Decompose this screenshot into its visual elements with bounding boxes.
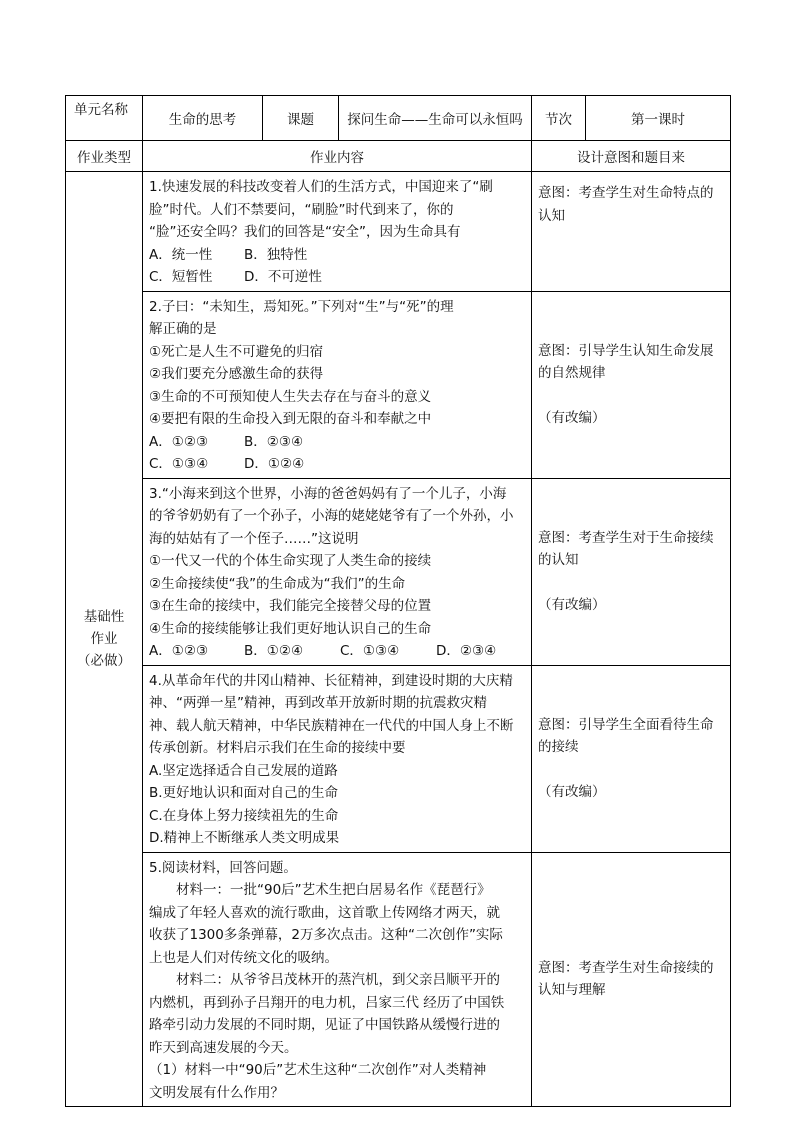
option-line <box>149 640 525 663</box>
design-intent: 意图：考查学生对于生命接续的认知 <box>538 529 714 568</box>
material-1-line: 材料一：一批“90后”艺术生把白居易名作《琵琶行》 <box>176 882 491 898</box>
question-3-content <box>143 478 532 665</box>
question-text-line: ④要把有限的生命投入到无限的奋斗和奉献之中 <box>149 411 432 427</box>
option-line: B.更好地认识和面对自己的生命 <box>149 785 339 801</box>
question-text-line: 4.从革命年代的井冈山精神、长征精神，到建设时期的大庆精 <box>149 672 513 689</box>
question-text-line: ②生命接续使“我”的生命成为“我们”的生命 <box>149 575 406 592</box>
design-source: （有改编） <box>538 784 606 800</box>
question-text-line: 5.阅读材料，回答问题。 <box>149 859 297 876</box>
unit-name-value: 生命的思考 <box>143 96 263 141</box>
question-1-content <box>143 172 532 292</box>
header-row <box>66 96 731 141</box>
option-d: D．不可逆性 <box>244 269 322 285</box>
question-text-line: ①一代又一代的个体生命实现了人类生命的接续 <box>149 553 432 569</box>
option-c: C．①③④ <box>340 643 400 659</box>
question-row-2 <box>66 291 731 478</box>
option-a: A．统一性 <box>149 246 213 263</box>
question-text-line: 的爷爷奶奶有了一个孙子，小海的姥姥姥爷有了一个外孙，小 <box>149 508 514 524</box>
question-text-line: 1.快速发展的科技改变着人们的生活方式，中国迎来了“刷 <box>149 179 493 195</box>
question-text-line: 脸”时代。人们不禁要问，“刷脸”时代到来了，你的 <box>149 201 454 218</box>
material-2-line: 路牵引动力发展的不同时期，见证了中国铁路从缓慢行进的 <box>149 1017 500 1033</box>
question-text-line: 神、“两弹一星”精神，再到改革开放新时期的抗震救灾精 <box>149 695 487 711</box>
design-intent: 意图：引导学生认知生命发展的自然规律 <box>538 342 714 381</box>
question-2-content <box>143 291 532 478</box>
question-text-line: ①死亡是人生不可避免的归宿 <box>149 343 324 360</box>
option-line <box>149 244 525 267</box>
design-source: （有改编） <box>538 597 606 613</box>
question-1-design <box>532 172 731 292</box>
option-c: C．①③④ <box>149 456 209 472</box>
category-line-2: 作业 <box>90 631 118 647</box>
category-line-3: （必做） <box>77 653 131 669</box>
question-5-content <box>143 852 532 1107</box>
question-text-line: 神、载人航天精神，中华民族精神在一代代的中国人身上不断 <box>149 717 514 734</box>
material-1-line: 上也是人们对传统文化的吸纳。 <box>149 949 338 966</box>
option-line <box>149 266 525 289</box>
question-row-5 <box>66 852 731 1107</box>
question-row-3 <box>66 478 731 665</box>
question-text-line: 解正确的是 <box>149 321 217 337</box>
option-line <box>149 431 525 454</box>
option-a: A．①②③ <box>149 433 209 450</box>
question-5-design <box>532 852 731 1107</box>
question-text-line: 传承创新。材料启示我们在生命的接续中要 <box>149 740 406 756</box>
question-text-line: 3.“小海来到这个世界，小海的爸爸妈妈有了一个儿子，小海 <box>149 485 507 502</box>
option-d: D．②③④ <box>436 643 497 659</box>
option-line: A.坚定选择适合自己发展的道路 <box>149 762 338 779</box>
material-1-line: 收获了1300多条弹幕，2万多次点击。这种“二次创作”实际 <box>149 927 503 943</box>
material-2-line: 昨天到高速发展的今天。 <box>149 1039 298 1056</box>
question-text-line: “脸”还安全吗？我们的回答是“安全”，因为生命具有 <box>149 224 461 240</box>
option-line <box>149 453 525 476</box>
period-label: 节次 <box>532 96 586 141</box>
sub-question-line: （1）材料一中“90后”艺术生这种“二次创作”对人类精神 <box>149 1062 487 1078</box>
design-intent: 意图：考查学生对生命特点的认知 <box>538 185 714 224</box>
period-value: 第一课时 <box>586 96 731 141</box>
design-source: （有改编） <box>538 410 606 426</box>
question-text-line: 2.子曰：“未知生，焉知死。”下列对“生”与“死”的理 <box>149 298 454 315</box>
option-b: B．①②④ <box>244 643 304 659</box>
question-text-line: ③生命的不可预知使人生失去存在与奋斗的意义 <box>149 388 432 405</box>
option-c: C．短暂性 <box>149 269 213 285</box>
question-3-design <box>532 478 731 665</box>
option-line: C.在身体上努力接续祖先的生命 <box>149 807 339 824</box>
lesson-label: 课题 <box>263 96 339 141</box>
design-intent: 意图：考查学生对生命接续的认知与理解 <box>538 959 714 999</box>
homework-category <box>66 172 143 1107</box>
option-b: B．独特性 <box>244 246 308 263</box>
question-text-line: ②我们要充分感激生命的获得 <box>149 366 324 382</box>
column-header-row <box>66 141 731 172</box>
sub-question-line: 文明发展有什么作用？ <box>149 1084 284 1101</box>
option-a: A．①②③ <box>149 643 209 659</box>
column-header-content: 作业内容 <box>143 141 532 172</box>
option-d: D．①②④ <box>244 456 305 472</box>
lesson-value: 探问生命——生命可以永恒吗 <box>339 96 532 141</box>
question-2-design <box>532 291 731 478</box>
material-2-line: 内燃机，再到孙子吕翔开的电力机，吕家三代 经历了中国铁 <box>149 994 505 1011</box>
question-4-content <box>143 665 532 852</box>
column-header-design: 设计意图和题目来 <box>532 141 731 172</box>
homework-design-table <box>65 95 731 1107</box>
unit-name-label: 单元名称 <box>66 96 143 141</box>
design-intent: 意图：引导学生全面看待生命的接续 <box>538 716 714 755</box>
question-text-line: ③在生命的接续中，我们能完全接替父母的位置 <box>149 598 432 614</box>
question-4-design <box>532 665 731 852</box>
category-line-1: 基础性 <box>83 609 125 625</box>
question-row-4 <box>66 665 731 852</box>
column-header-type: 作业类型 <box>66 141 143 172</box>
option-b: B．②③④ <box>244 433 304 450</box>
question-text-line: 海的姑姑有了一个侄子……”这说明 <box>149 530 359 547</box>
material-1-line: 编成了年轻人喜欢的流行歌曲，这首歌上传网络才两天，就 <box>149 904 500 921</box>
material-2-line: 材料二：从爷爷吕茂林开的蒸汽机，到父亲吕顺平开的 <box>176 972 500 988</box>
question-row-1 <box>66 172 731 292</box>
question-text-line: ④生命的接续能够让我们更好地认识自己的生命 <box>149 620 432 637</box>
option-line: D.精神上不断继承人类文明成果 <box>149 830 340 846</box>
